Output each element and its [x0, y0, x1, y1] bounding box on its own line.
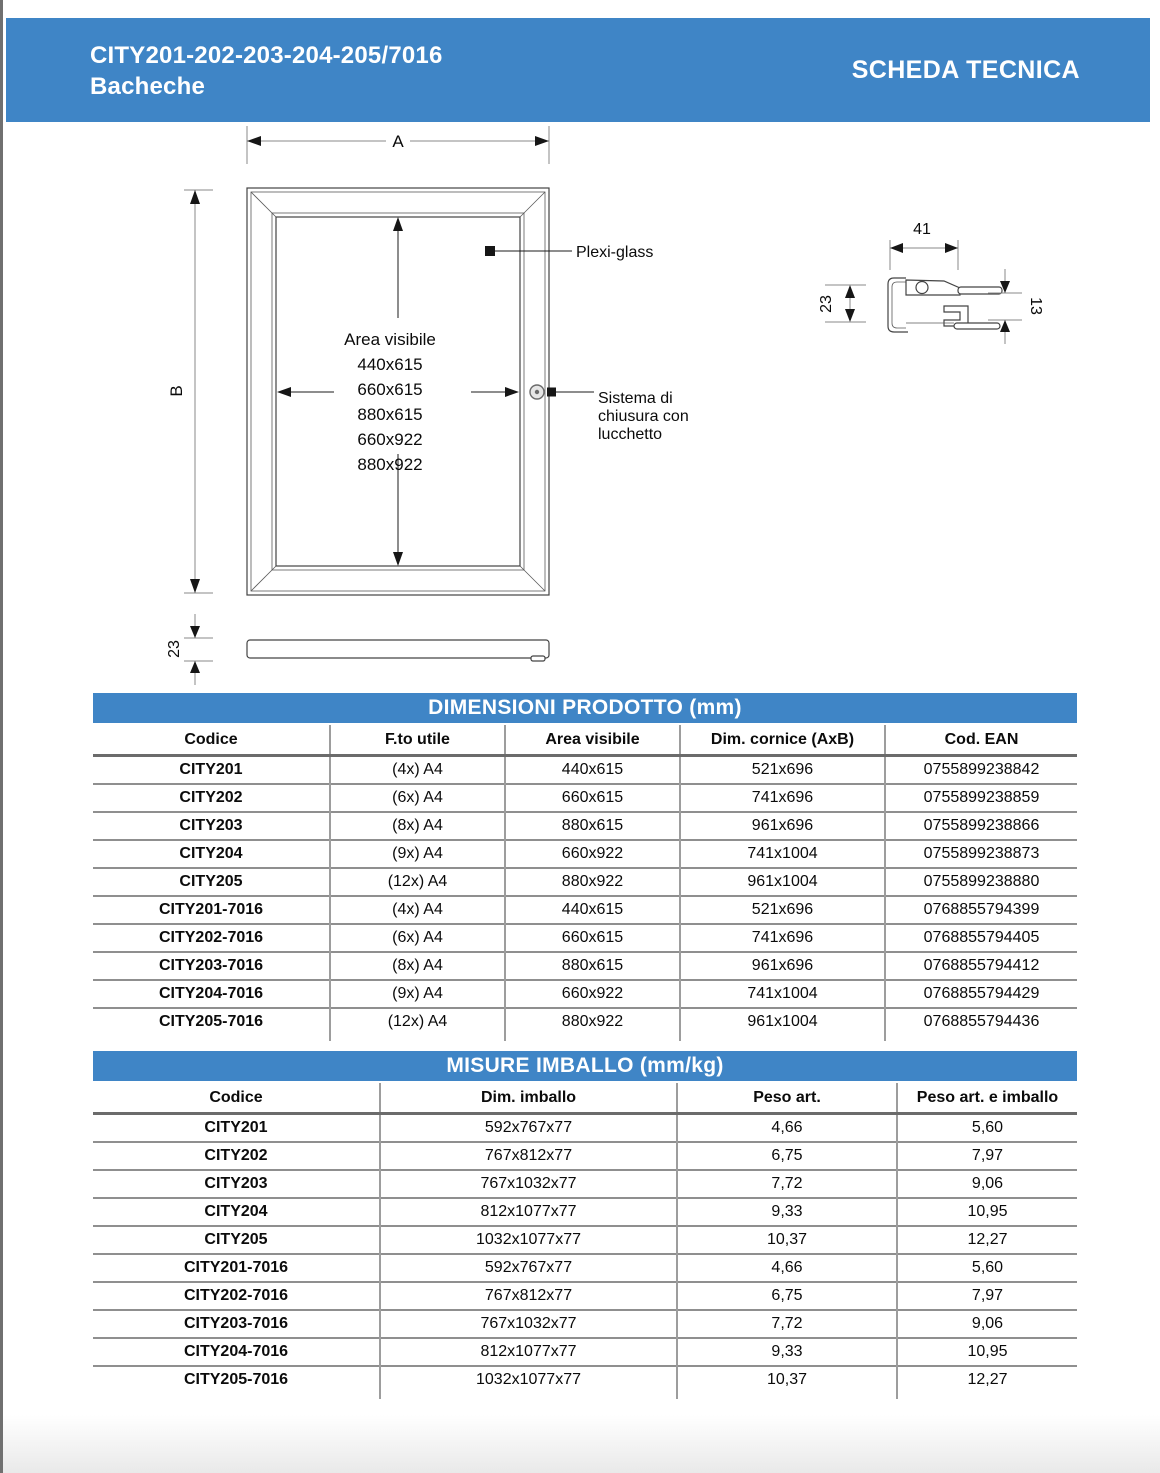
code-cell: CITY201-7016 — [183, 1259, 289, 1276]
table-cell: 0768855794436 — [885, 1008, 1077, 1035]
lock-callout — [530, 385, 689, 443]
column-header: Peso art. e imballo — [897, 1083, 1077, 1114]
visible-area-size: 440x615 — [357, 355, 423, 374]
table-row — [93, 1170, 1077, 1198]
table-row — [93, 1008, 1077, 1035]
table-cell: (6x) A4 — [330, 924, 505, 952]
table-cell: 880x922 — [505, 868, 680, 896]
table-cell: 12,27 — [897, 1366, 1077, 1393]
column-header: Dim. imballo — [380, 1083, 677, 1114]
table-cell: 961x1004 — [680, 868, 885, 896]
table-cell: (9x) A4 — [330, 840, 505, 868]
code-cell: CITY201-7016 — [158, 901, 264, 918]
table-cell: 521x696 — [680, 896, 885, 924]
code-cell: CITY205-7016 — [183, 1371, 289, 1388]
table-body — [93, 756, 1077, 1042]
profile-opening-label: 13 — [1027, 297, 1044, 315]
table-row — [93, 1142, 1077, 1170]
table-cell: 880x615 — [505, 812, 680, 840]
plexiglass-label: Plexi-glass — [576, 244, 654, 261]
table-cell: 4,66 — [677, 1114, 897, 1143]
code-cell: CITY204-7016 — [158, 985, 264, 1002]
table-cell: 1032x1077x77 — [380, 1226, 677, 1254]
table-cell: 10,37 — [677, 1226, 897, 1254]
table-cell: (6x) A4 — [330, 784, 505, 812]
table-cell: 741x696 — [680, 924, 885, 952]
table-row — [93, 896, 1077, 924]
table-cell: (8x) A4 — [330, 812, 505, 840]
lock-label-line2: chiusura con — [598, 408, 689, 425]
profile-height-label: 23 — [818, 295, 835, 313]
table-cell: 5,60 — [897, 1114, 1077, 1143]
table-cell: 5,60 — [897, 1254, 1077, 1282]
table-row — [93, 812, 1077, 840]
table-cell: 7,72 — [677, 1310, 897, 1338]
table-cell: 961x696 — [680, 812, 885, 840]
table-header-row — [93, 725, 1077, 756]
table-cell: 10,37 — [677, 1366, 897, 1393]
table-row — [93, 1198, 1077, 1226]
table-cell: (12x) A4 — [330, 1008, 505, 1035]
spacer-cell — [380, 1393, 677, 1399]
table-cell: 767x1032x77 — [380, 1170, 677, 1198]
code-cell: CITY203-7016 — [183, 1315, 289, 1332]
lock-label-line1: Sistema di — [598, 390, 673, 407]
table-cell: 1032x1077x77 — [380, 1366, 677, 1393]
code-cell: CITY203 — [204, 1175, 268, 1192]
code-cell: CITY202 — [204, 1147, 268, 1164]
table-row — [93, 868, 1077, 896]
table-cell: 0768855794412 — [885, 952, 1077, 980]
table-cell: 0755899238842 — [885, 756, 1077, 785]
profile-section-view — [818, 221, 1044, 344]
visible-area-size: 660x615 — [357, 380, 423, 399]
table-cell: 592x767x77 — [380, 1114, 677, 1143]
column-header: Codice — [184, 730, 238, 748]
table-cell: 7,97 — [897, 1282, 1077, 1310]
spacer-cell — [93, 1035, 330, 1041]
front-depth-dimension — [166, 614, 213, 685]
table-cell: 0755899238880 — [885, 868, 1077, 896]
table-cell: 812x1077x77 — [380, 1198, 677, 1226]
table-cell: (9x) A4 — [330, 980, 505, 1008]
spacer-cell — [897, 1393, 1077, 1399]
table-end-spacer — [93, 1393, 1077, 1399]
header-bar — [6, 18, 1150, 122]
table-cell: 880x922 — [505, 1008, 680, 1035]
visible-area-size: 880x922 — [357, 455, 423, 474]
table-row — [93, 924, 1077, 952]
profile-height-dimension — [818, 285, 866, 322]
front-width-dimension — [247, 126, 549, 164]
table-cell: (4x) A4 — [330, 896, 505, 924]
table-cell: 741x1004 — [680, 980, 885, 1008]
table-header-row — [93, 1083, 1077, 1114]
table-cell: 9,06 — [897, 1170, 1077, 1198]
packaging-table — [93, 1083, 1077, 1399]
code-cell: CITY202-7016 — [183, 1287, 289, 1304]
table-cell: (12x) A4 — [330, 868, 505, 896]
plexiglass-callout — [485, 244, 653, 261]
table-cell: 741x1004 — [680, 840, 885, 868]
table-cell: 440x615 — [505, 896, 680, 924]
dim-b-label: B — [167, 385, 186, 397]
table-cell: 741x696 — [680, 784, 885, 812]
table-cell: 10,95 — [897, 1338, 1077, 1366]
table-cell: 9,33 — [677, 1198, 897, 1226]
products-table — [93, 725, 1077, 1041]
spacer-cell — [677, 1393, 897, 1399]
code-cell: CITY202 — [179, 789, 243, 806]
table-title-band: DIMENSIONI PRODOTTO (mm) — [93, 693, 1077, 723]
table-cell: (4x) A4 — [330, 756, 505, 785]
table-cell: 0768855794399 — [885, 896, 1077, 924]
code-cell: CITY201 — [179, 761, 243, 778]
table-row — [93, 1366, 1077, 1393]
table-misure-imballo — [93, 1051, 1077, 1399]
column-header: Codice — [209, 1088, 263, 1106]
code-cell: CITY203 — [179, 817, 243, 834]
table-cell: 10,95 — [897, 1198, 1077, 1226]
visible-area-size: 660x922 — [357, 430, 423, 449]
spacer-cell — [885, 1035, 1077, 1041]
technical-drawing — [60, 120, 1160, 700]
column-header: Area visibile — [505, 725, 680, 756]
table-cell: 7,72 — [677, 1170, 897, 1198]
area-visibile-title: Area visibile — [344, 330, 436, 349]
table-cell: 660x615 — [505, 924, 680, 952]
frame-side-view — [247, 640, 549, 661]
table-cell: 0755899238866 — [885, 812, 1077, 840]
table-cell: 4,66 — [677, 1254, 897, 1282]
table-row — [93, 784, 1077, 812]
spacer-cell — [330, 1035, 505, 1041]
code-cell: CITY205 — [204, 1231, 268, 1248]
table-row — [93, 1114, 1077, 1143]
table-cell: 6,75 — [677, 1282, 897, 1310]
table-cell: 7,97 — [897, 1142, 1077, 1170]
table-cell: 660x615 — [505, 784, 680, 812]
code-cell: CITY204-7016 — [183, 1343, 289, 1360]
spacer-cell — [93, 1393, 380, 1399]
spacer-cell — [505, 1035, 680, 1041]
table-row — [93, 1226, 1077, 1254]
table-cell: 0768855794429 — [885, 980, 1077, 1008]
table-cell: 12,27 — [897, 1226, 1077, 1254]
code-cell: CITY204 — [179, 845, 243, 862]
product-title-line1: CITY201-202-203-204-205/7016 — [90, 42, 443, 69]
table-cell: 961x696 — [680, 952, 885, 980]
column-header: F.to utile — [330, 725, 505, 756]
table-cell: 812x1077x77 — [380, 1338, 677, 1366]
table-row — [93, 1282, 1077, 1310]
product-title-line2: Bacheche — [90, 73, 205, 100]
code-cell: CITY203-7016 — [158, 957, 264, 974]
code-cell: CITY202-7016 — [158, 929, 264, 946]
document-type-label: SCHEDA TECNICA — [851, 56, 1080, 84]
visible-area-size: 880x615 — [357, 405, 423, 424]
table-cell: 880x615 — [505, 952, 680, 980]
table-row — [93, 1338, 1077, 1366]
table-cell: 6,75 — [677, 1142, 897, 1170]
table-cell: 592x767x77 — [380, 1254, 677, 1282]
table-row — [93, 952, 1077, 980]
profile-width-label: 41 — [913, 221, 931, 238]
table-cell: (8x) A4 — [330, 952, 505, 980]
table-cell: 0755899238859 — [885, 784, 1077, 812]
page-left-edge — [0, 0, 3, 1473]
plexiglass-marker — [485, 246, 495, 256]
code-cell: CITY204 — [204, 1203, 268, 1220]
code-cell: CITY201 — [204, 1119, 268, 1136]
table-row — [93, 980, 1077, 1008]
table-row — [93, 756, 1077, 785]
table-cell: 9,06 — [897, 1310, 1077, 1338]
table-cell: 521x696 — [680, 756, 885, 785]
visible-area-label — [344, 330, 436, 474]
table-dimensioni-prodotto — [93, 693, 1077, 1041]
table-cell: 767x1032x77 — [380, 1310, 677, 1338]
code-cell: CITY205 — [179, 873, 243, 890]
column-header: Peso art. — [677, 1083, 897, 1114]
dim-a-label: A — [392, 132, 404, 151]
table-row — [93, 1254, 1077, 1282]
table-cell: 440x615 — [505, 756, 680, 785]
column-header: Dim. cornice (AxB) — [680, 725, 885, 756]
table-body — [93, 1114, 1077, 1400]
table-cell: 0768855794405 — [885, 924, 1077, 952]
column-header: Cod. EAN — [885, 725, 1077, 756]
spacer-cell — [680, 1035, 885, 1041]
table-cell: 660x922 — [505, 840, 680, 868]
table-cell: 9,33 — [677, 1338, 897, 1366]
product-title — [90, 40, 443, 102]
front-height-dimension — [167, 190, 213, 593]
profile-body — [888, 278, 1002, 332]
table-cell: 961x1004 — [680, 1008, 885, 1035]
profile-opening-dimension — [988, 269, 1044, 344]
page-bottom-shade — [0, 1415, 1160, 1473]
table-row — [93, 840, 1077, 868]
table-cell: 0755899238873 — [885, 840, 1077, 868]
table-end-spacer — [93, 1035, 1077, 1041]
table-cell: 660x922 — [505, 980, 680, 1008]
dim-depth-label: 23 — [166, 640, 183, 658]
table-title-band: MISURE IMBALLO (mm/kg) — [93, 1051, 1077, 1081]
profile-width-dimension — [890, 221, 958, 270]
table-cell: 767x812x77 — [380, 1282, 677, 1310]
table-row — [93, 1310, 1077, 1338]
code-cell: CITY205-7016 — [158, 1013, 264, 1030]
lock-label-line3: lucchetto — [598, 426, 663, 443]
table-cell: 767x812x77 — [380, 1142, 677, 1170]
